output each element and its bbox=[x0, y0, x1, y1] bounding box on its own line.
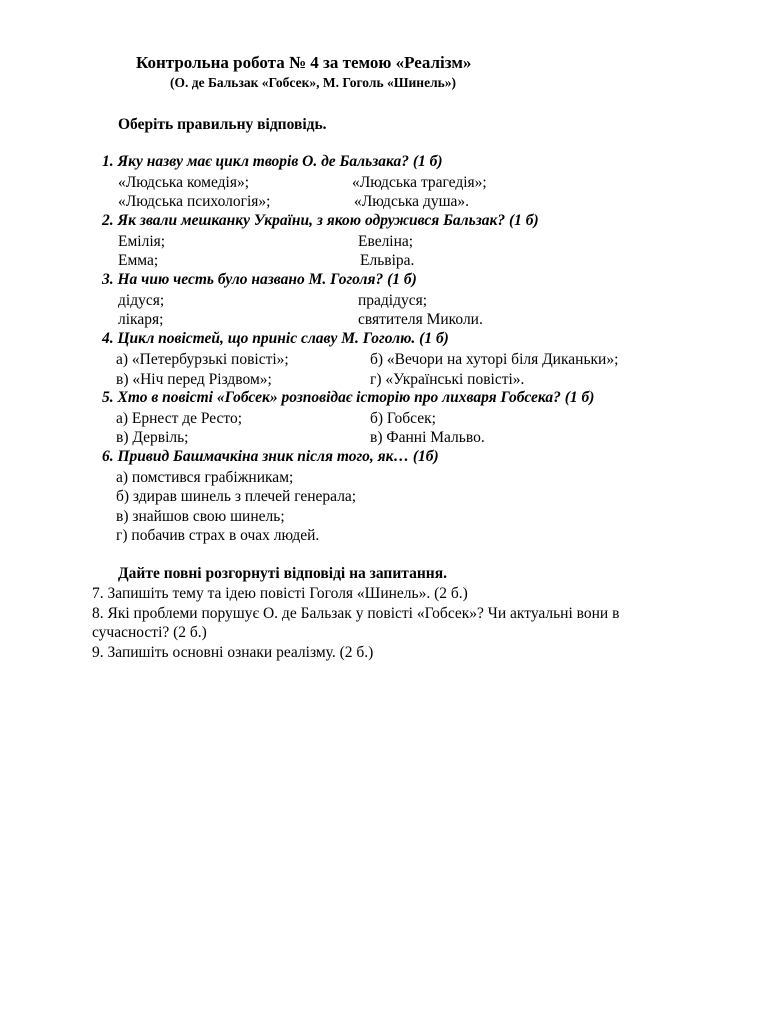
question-6-option-v: в) знайшов свою шинель; bbox=[116, 508, 285, 525]
question-8: 8. Які проблеми порушує О. де Бальзак у повісті «Гобсек»? Чи актуальні вони в bbox=[92, 605, 620, 622]
question-4: 4. Цикл повістей, що приніс славу М. Гоголю. (1 б) bbox=[102, 330, 449, 347]
question-5-option-a: а) Ернест де Ресто; bbox=[116, 410, 243, 427]
question-5-option-b: б) Гобсек; bbox=[370, 410, 436, 427]
question-4-option-v: в) «Ніч перед Різдвом»; bbox=[116, 371, 272, 388]
section1-instruction: Оберіть правильну відповідь. bbox=[118, 116, 327, 133]
question-3: 3. На чию честь було названо М. Гоголя? (1 б) bbox=[102, 271, 417, 288]
question-3-option-3: лікаря; bbox=[118, 311, 164, 328]
question-1-option-3: «Людська психологія»; bbox=[118, 193, 271, 210]
question-5-option-v2: в) Фанні Мальво. bbox=[370, 429, 485, 446]
question-3-option-1: дідуся; bbox=[118, 292, 165, 309]
question-3-option-2: прадідуся; bbox=[358, 292, 428, 309]
question-1-option-2: «Людська трагедія»; bbox=[352, 174, 487, 191]
section2-instruction: Дайте повні розгорнуті відповіді на запитання. bbox=[118, 565, 447, 582]
question-1-option-4: «Людська душа». bbox=[354, 193, 470, 210]
question-1-option-1: «Людська комедія»; bbox=[118, 174, 250, 191]
question-9: 9. Запишіть основні ознаки реалізму. (2 б.) bbox=[92, 644, 374, 661]
question-1: 1. Яку назву має цикл творів О. де Бальзака? (1 б) bbox=[102, 153, 443, 170]
question-4-option-g: г) «Українські повісті». bbox=[370, 371, 525, 388]
page-title: Контрольна робота № 4 за темою «Реалізм» bbox=[136, 53, 472, 72]
question-2-option-4: Ельвіра. bbox=[360, 252, 415, 269]
question-5: 5. Хто в повісті «Гобсек» розповідає історію про лихваря Гобсека? (1 б) bbox=[102, 389, 595, 406]
question-5-option-v: в) Дервіль; bbox=[116, 429, 189, 446]
question-6-option-b: б) здирав шинель з плечей генерала; bbox=[116, 488, 357, 505]
question-8-continuation: сучасності? (2 б.) bbox=[92, 624, 207, 641]
page-subtitle: (О. де Бальзак «Гобсек», М. Гоголь «Шинель») bbox=[170, 75, 457, 90]
question-2-option-1: Емілія; bbox=[118, 233, 166, 250]
question-6-option-g: г) побачив страх в очах людей. bbox=[116, 527, 320, 544]
question-7: 7. Запишіть тему та ідею повісті Гоголя «Шинель». (2 б.) bbox=[92, 585, 468, 602]
question-2-option-2: Евеліна; bbox=[358, 233, 414, 250]
question-3-option-4: святителя Миколи. bbox=[358, 311, 483, 328]
question-6: 6. Привид Башмачкіна зник після того, як… (1б) bbox=[102, 448, 439, 465]
question-6-option-a: а) помстився грабіжникам; bbox=[116, 469, 294, 486]
question-2: 2. Як звали мешканку України, з якою одружився Бальзак? (1 б) bbox=[102, 212, 539, 229]
question-4-option-b: б) «Вечори на хуторі біля Диканьки»; bbox=[370, 351, 619, 368]
question-2-option-3: Емма; bbox=[118, 252, 159, 269]
question-4-option-a: а) «Петербурзькі повісті»; bbox=[116, 351, 289, 368]
